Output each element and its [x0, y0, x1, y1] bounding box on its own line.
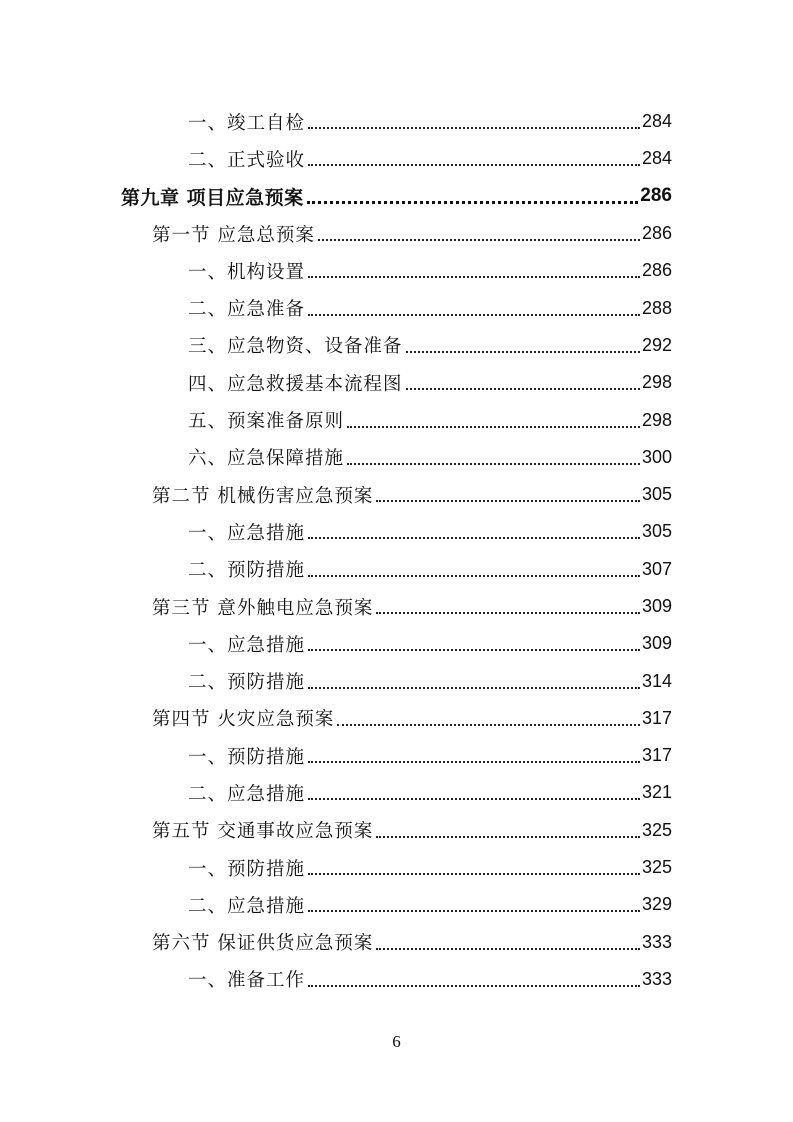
toc-entry-title: 第九章 项目应急预案 [121, 186, 304, 209]
table-of-contents [0, 103, 793, 998]
toc-entry-title: 二、预防措施 [188, 672, 306, 694]
dot-leader [308, 872, 640, 875]
toc-entry-title: 五、预案准备原则 [188, 411, 345, 433]
dot-leader [308, 574, 640, 577]
toc-section-entry[interactable] [0, 924, 672, 961]
toc-entry-title: 二、应急准备 [188, 299, 306, 321]
toc-item-entry[interactable] [0, 774, 672, 811]
toc-section-entry[interactable] [0, 588, 672, 625]
toc-entry-page: 309 [641, 596, 672, 616]
toc-item-entry[interactable] [0, 513, 672, 550]
toc-entry-title: 二、正式验收 [188, 149, 306, 171]
toc-entry-title: 第四节 火灾应急预案 [152, 709, 335, 731]
dot-leader [308, 797, 640, 800]
toc-entry-title: 第三节 意外触电应急预案 [152, 597, 374, 619]
toc-entry-page: 317 [641, 707, 672, 728]
dot-leader [308, 313, 640, 316]
toc-entry-page: 307 [641, 558, 672, 579]
toc-entry-title: 二、预防措施 [188, 560, 306, 582]
toc-entry-title: 一、应急措施 [188, 522, 306, 544]
dot-leader [308, 984, 640, 987]
dot-leader [406, 387, 640, 390]
toc-item-entry[interactable] [0, 103, 672, 140]
toc-entry-page: 288 [641, 297, 672, 318]
toc-chapter-entry[interactable] [0, 178, 672, 215]
toc-entry-page: 329 [641, 894, 672, 915]
toc-section-entry[interactable] [0, 215, 672, 252]
toc-item-entry[interactable] [0, 551, 672, 588]
toc-entry-page: 314 [641, 670, 672, 691]
dot-leader [347, 462, 640, 465]
toc-entry-title: 一、预防措施 [188, 746, 306, 768]
toc-entry-page: 298 [641, 409, 672, 430]
toc-entry-page: 284 [641, 148, 672, 169]
toc-item-entry[interactable] [0, 364, 672, 401]
dot-leader [406, 350, 640, 353]
toc-entry-page: 284 [641, 111, 672, 132]
toc-entry-page: 309 [641, 633, 672, 654]
toc-item-entry[interactable] [0, 625, 672, 662]
toc-item-entry[interactable] [0, 849, 672, 886]
toc-entry-title: 第五节 交通事故应急预案 [152, 821, 374, 843]
dot-leader [308, 760, 640, 763]
toc-entry-title: 六、应急保障措施 [188, 448, 345, 470]
toc-entry-page: 298 [641, 372, 672, 393]
toc-entry-title: 第一节 应急总预案 [152, 224, 315, 246]
toc-entry-title: 四、应急救援基本流程图 [188, 373, 403, 395]
toc-entry-title: 第六节 保证供货应急预案 [152, 933, 374, 955]
toc-item-entry[interactable] [0, 252, 672, 289]
dot-leader [376, 947, 640, 950]
toc-entry-title: 一、预防措施 [188, 858, 306, 880]
dot-leader [308, 909, 640, 912]
toc-entry-page: 305 [641, 484, 672, 505]
toc-entry-title: 二、应急措施 [188, 783, 306, 805]
dot-leader [308, 648, 640, 651]
toc-entry-title: 一、应急措施 [188, 634, 306, 656]
toc-entry-page: 333 [641, 968, 672, 989]
toc-entry-title: 三、应急物资、设备准备 [188, 336, 403, 358]
dot-leader [376, 835, 640, 838]
dot-leader [307, 200, 639, 204]
dot-leader [308, 126, 640, 129]
toc-item-entry[interactable] [0, 662, 672, 699]
toc-entry-title: 第二节 机械伤害应急预案 [152, 485, 374, 507]
dot-leader [318, 238, 640, 241]
toc-entry-page: 325 [641, 857, 672, 878]
dot-leader [376, 611, 640, 614]
toc-entry-page: 292 [641, 334, 672, 355]
toc-section-entry[interactable] [0, 700, 672, 737]
dot-leader [347, 425, 640, 428]
toc-section-entry[interactable] [0, 812, 672, 849]
toc-item-entry[interactable] [0, 886, 672, 923]
toc-entry-page: 317 [641, 745, 672, 766]
dot-leader [376, 499, 640, 502]
toc-item-entry[interactable] [0, 401, 672, 438]
dot-leader [308, 275, 640, 278]
toc-section-entry[interactable] [0, 476, 672, 513]
toc-entry-title: 一、竣工自检 [188, 112, 306, 134]
dot-leader [308, 163, 640, 166]
toc-item-entry[interactable] [0, 737, 672, 774]
page-number: 6 [392, 1032, 401, 1051]
dot-leader [308, 536, 640, 539]
toc-item-entry[interactable] [0, 140, 672, 177]
toc-item-entry[interactable] [0, 961, 672, 998]
toc-entry-page: 325 [641, 819, 672, 840]
toc-entry-page: 300 [641, 446, 672, 467]
dot-leader [337, 723, 640, 726]
toc-item-entry[interactable] [0, 439, 672, 476]
toc-entry-page: 305 [641, 521, 672, 542]
toc-entry-page: 321 [641, 782, 672, 803]
toc-entry-page: 286 [641, 260, 672, 281]
toc-entry-page: 286 [640, 185, 672, 207]
toc-entry-title: 一、准备工作 [188, 970, 306, 992]
toc-item-entry[interactable] [0, 327, 672, 364]
toc-entry-title: 二、应急措施 [188, 895, 306, 917]
dot-leader [308, 686, 640, 689]
toc-entry-title: 一、机构设置 [188, 261, 306, 283]
toc-entry-page: 286 [641, 223, 672, 244]
toc-entry-page: 333 [641, 931, 672, 952]
toc-item-entry[interactable] [0, 289, 672, 326]
